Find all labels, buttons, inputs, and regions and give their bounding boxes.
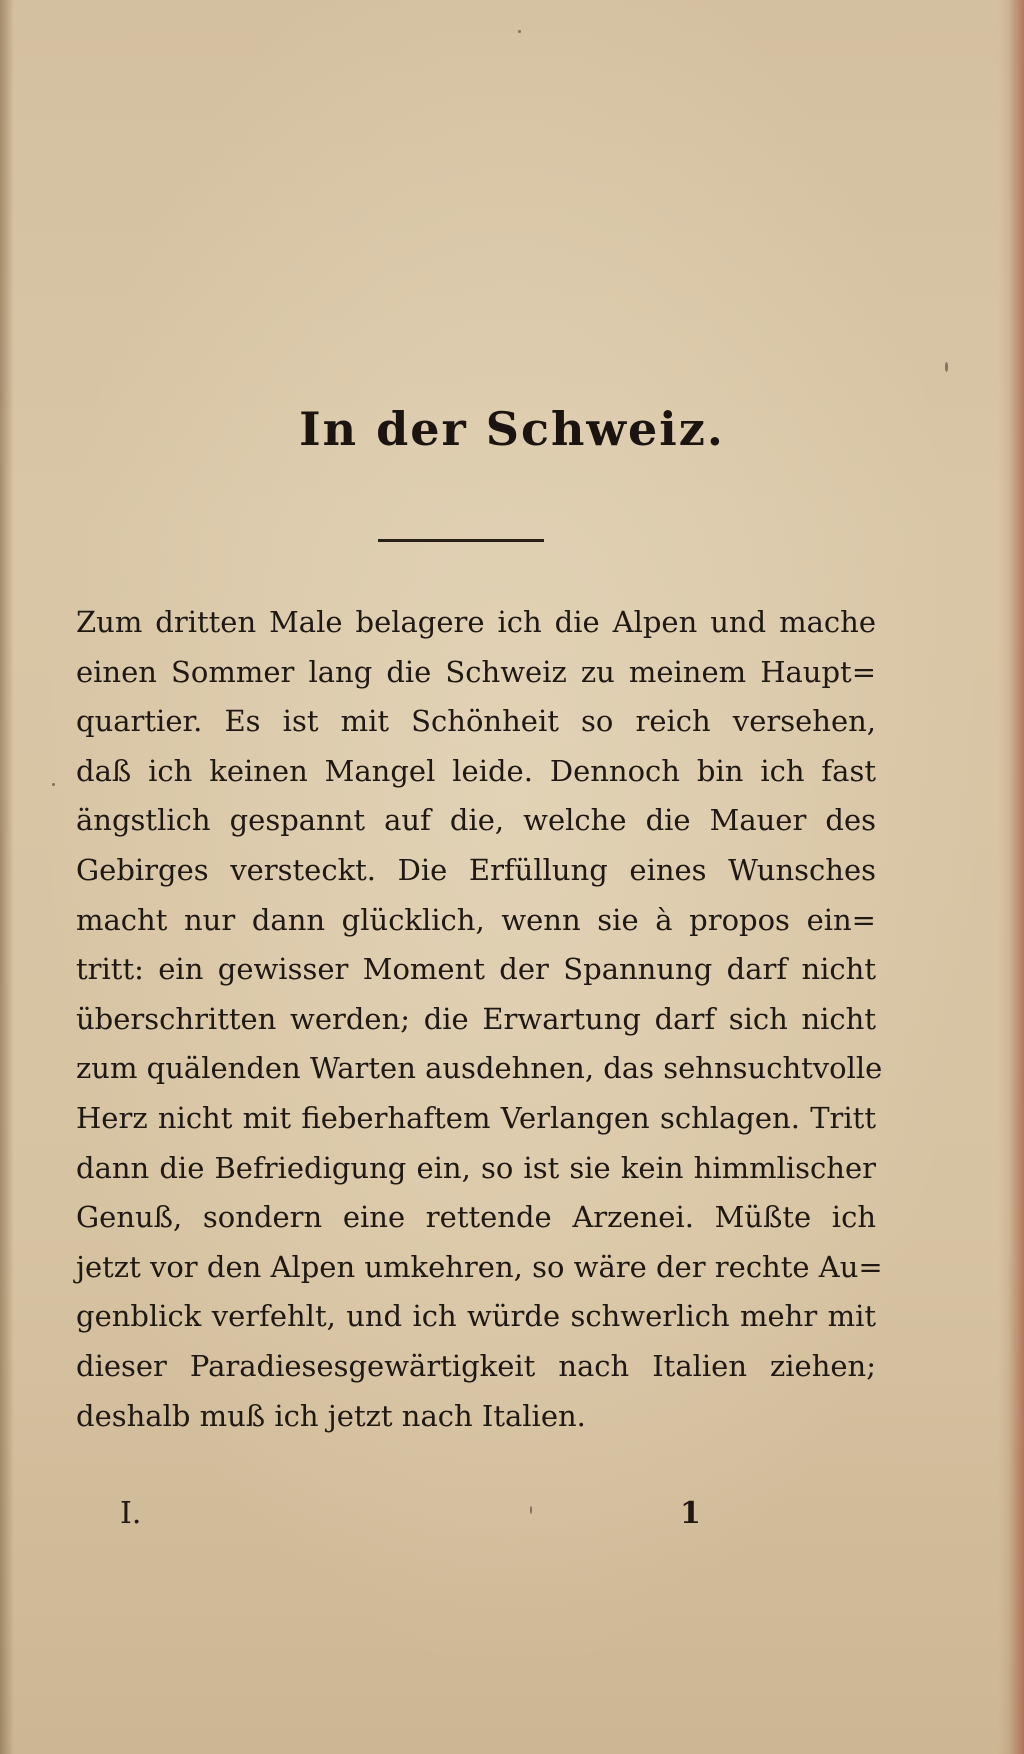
text-line: jetzt vor den Alpen umkehren, so wäre der rechte Au= [76,1249,883,1284]
body-paragraph [76,598,883,1441]
text-line: dann die Befriedigung ein, so ist sie kein himmlischer [76,1150,876,1185]
paper-speck [518,30,521,33]
heading-rule [378,539,544,542]
paper-speck [530,1506,532,1514]
text-line: macht nur dann glücklich, wenn sie à propos ein= [76,902,876,937]
text-line: ängstlich gespannt auf die, welche die Mauer des [76,803,876,838]
text-line: daß ich keinen Mangel leide. Dennoch bin ich fast [76,753,876,788]
page-left-edge [0,0,14,1754]
paper-speck [945,362,948,372]
chapter-heading: In der Schweiz. [299,402,725,456]
text-line: tritt: ein gewisser Moment der Spannung darf nicht [76,952,876,987]
text-line: deshalb muß ich jetzt nach Italien. [76,1398,586,1433]
signature-mark: I. [120,1496,142,1531]
text-line: Herz nicht mit fieberhaftem Verlangen schlagen. Tritt [76,1100,876,1135]
text-line: überschritten werden; die Erwartung darf sich nicht [76,1001,876,1036]
text-line: dieser Paradiesesgewärtigkeit nach Italien ziehen; [76,1348,876,1383]
page-number: 1 [680,1496,701,1531]
text-line: quartier. Es ist mit Schönheit so reich versehen, [76,704,876,739]
text-line: zum quälenden Warten ausdehnen, das sehnsuchtvolle [76,1051,883,1086]
bleed-through-shadow [60,180,860,600]
paper-speck [52,783,55,786]
text-line: Zum dritten Male belagere ich die Alpen und mache [76,605,876,639]
text-line: einen Sommer lang die Schweiz zu meinem Haupt= [76,654,876,689]
text-line: Genuß, sondern eine rettende Arzenei. Müßte ich [76,1200,876,1235]
text-line: Gebirges versteckt. Die Erfüllung eines Wunsches [76,852,876,887]
page-right-edge [998,0,1024,1754]
text-line: genblick verfehlt, und ich würde schwerlich mehr mit [76,1299,876,1334]
